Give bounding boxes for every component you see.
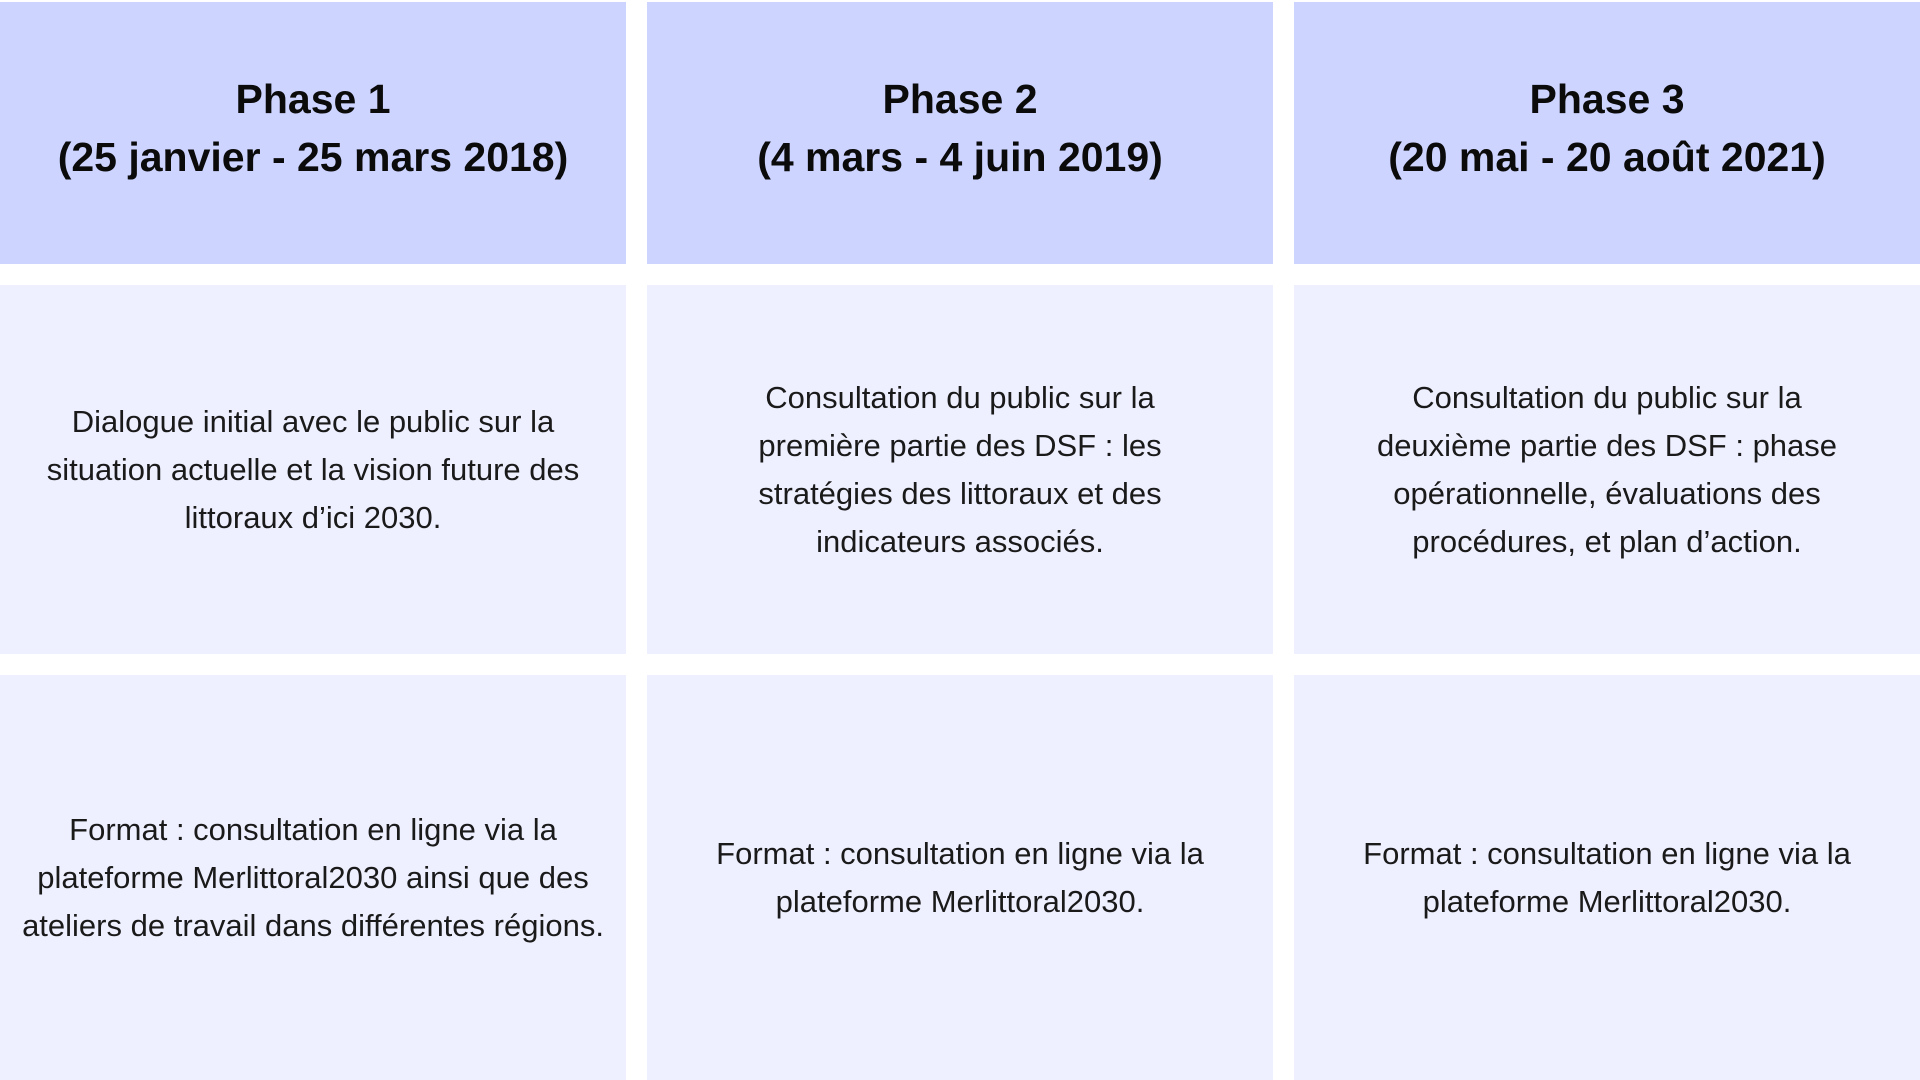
phase-2-header — [647, 2, 1273, 264]
phase-3-dates: (20 mai - 20 août 2021) — [1388, 134, 1826, 180]
phase-2-description: Consultation du public sur la première partie des DSF : les stratégies des littoraux et des indicateurs associés. — [758, 379, 1162, 559]
phase-1-title: Phase 1 — [235, 76, 391, 122]
phase-2-format-cell — [647, 675, 1273, 1080]
phase-3-format: Format : consultation en ligne via la plateforme Merlittoral2030. — [1363, 835, 1851, 919]
phase-2-dates: (4 mars - 4 juin 2019) — [757, 134, 1163, 180]
phase-3-header — [1294, 2, 1920, 264]
phase-3-title: Phase 3 — [1529, 76, 1685, 122]
phase-1-description-cell — [0, 285, 626, 654]
phase-2-description-cell — [647, 285, 1273, 654]
phase-3-description: Consultation du public sur la deuxième partie des DSF : phase opérationnelle, évaluations des procédures, et plan d’action. — [1376, 379, 1838, 559]
phase-1-dates: (25 janvier - 25 mars 2018) — [57, 134, 569, 180]
phase-3-format-cell — [1294, 675, 1920, 1080]
phase-1-format-cell — [0, 675, 626, 1080]
phase-1-format: Format : consultation en ligne via la plateforme Merlittoral2030 ainsi que des ateliers de travail dans différentes régions. — [22, 811, 604, 943]
phase-1-description: Dialogue initial avec le public sur la situation actuelle et la vision future des littoraux d’ici 2030. — [46, 403, 580, 535]
phase-2-format: Format : consultation en ligne via la plateforme Merlittoral2030. — [716, 835, 1204, 919]
phase-2-title: Phase 2 — [882, 76, 1038, 122]
phase-1-header — [0, 2, 626, 264]
phase-3-description-cell — [1294, 285, 1920, 654]
